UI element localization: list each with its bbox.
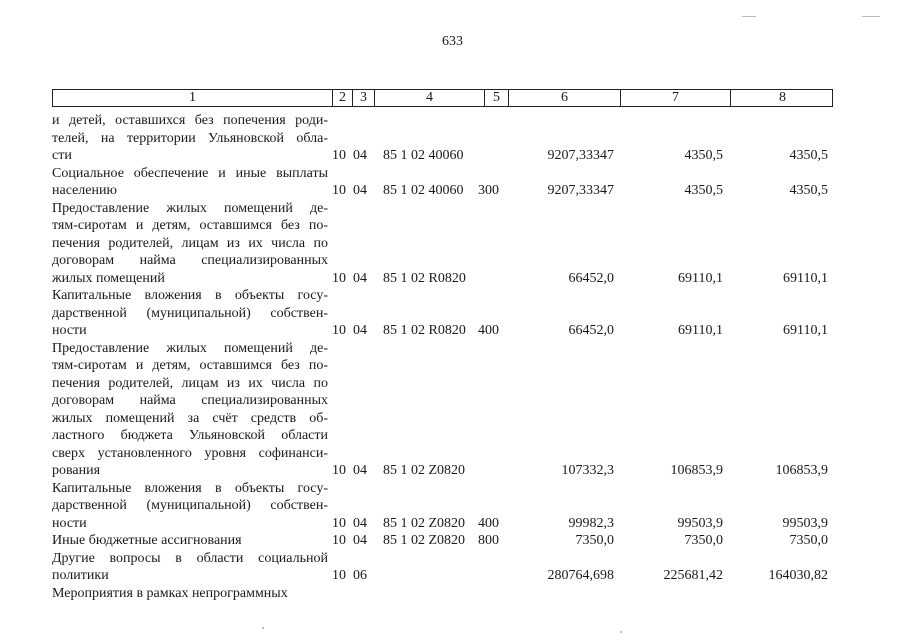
cell-c7: 7350,0 xyxy=(684,533,723,548)
description-line: телей, на территории Ульяновской обла- xyxy=(52,130,328,146)
cell-c2: 10 xyxy=(332,270,346,286)
description-line: Мероприятия в рамках непрограммных xyxy=(52,585,288,601)
cell-c2: 10 xyxy=(332,183,346,198)
scan-speck xyxy=(620,631,622,633)
cell-c3: 04 xyxy=(353,270,367,286)
header-col-7: 7 xyxy=(621,90,731,106)
description-line: дарственной (муниципальной) собствен- xyxy=(52,498,328,513)
table-row xyxy=(0,340,905,480)
cell-c6: 9207,33347 xyxy=(547,183,614,198)
cell-c8: 106853,9 xyxy=(775,463,828,478)
cell-c6: 66452,0 xyxy=(568,323,614,338)
description-line: договорам найма специализированных xyxy=(52,253,328,268)
cell-c6: 66452,0 xyxy=(568,270,614,286)
cell-c3: 04 xyxy=(353,323,367,338)
row-description xyxy=(52,287,328,340)
cell-c7: 69110,1 xyxy=(678,270,723,286)
header-col-2: 2 xyxy=(333,90,353,106)
header-col-4: 4 xyxy=(375,90,485,106)
description-line: тям-сиротам и детям, оставшимся без по- xyxy=(52,218,328,233)
description-line: Предоставление жилых помещений де- xyxy=(52,200,328,216)
cell-c7: 4350,5 xyxy=(684,148,723,163)
cell-c5: 400 xyxy=(478,323,499,338)
cell-c2: 10 xyxy=(332,463,346,478)
row-description xyxy=(52,550,328,585)
header-col-1: 1 xyxy=(53,90,333,106)
header-col-6: 6 xyxy=(509,90,621,106)
table-row xyxy=(0,112,905,165)
cell-c3: 04 xyxy=(353,463,367,478)
table-row xyxy=(0,200,905,288)
description-line: рования xyxy=(52,463,101,478)
cell-c2: 10 xyxy=(332,515,346,531)
description-line: Предоставление жилых помещений де- xyxy=(52,340,328,356)
header-col-3: 3 xyxy=(353,90,375,106)
row-description xyxy=(52,532,328,550)
cell-c7: 225681,42 xyxy=(663,568,723,583)
cell-c7: 106853,9 xyxy=(670,463,723,478)
cell-c8: 69110,1 xyxy=(783,323,828,338)
cell-c3: 04 xyxy=(353,183,367,198)
cell-c7: 69110,1 xyxy=(678,323,723,338)
description-line: и детей, оставшихся без попечения роди- xyxy=(52,113,328,128)
cell-c6: 107332,3 xyxy=(561,463,614,478)
cell-c7: 4350,5 xyxy=(684,183,723,198)
cell-c5: 300 xyxy=(478,183,499,198)
cell-c8: 7350,0 xyxy=(789,533,828,548)
cell-c3: 04 xyxy=(353,148,367,163)
cell-c7: 99503,9 xyxy=(677,515,723,531)
description-line: ности xyxy=(52,323,87,338)
description-line: политики xyxy=(52,568,109,583)
description-line: дарственной (муниципальной) собствен- xyxy=(52,305,328,321)
row-description xyxy=(52,200,328,288)
cell-c4: 85 1 02 Z0820 xyxy=(383,515,466,531)
description-line: печения родителей, лицам из их числа по xyxy=(52,375,328,391)
row-description xyxy=(52,480,328,533)
cell-c6: 9207,33347 xyxy=(547,148,614,163)
cell-c4: 85 1 02 R0820 xyxy=(383,323,466,338)
cell-c4: 85 1 02 Z0820 xyxy=(383,533,466,548)
description-line: договорам найма специализированных xyxy=(52,393,328,408)
scan-speck xyxy=(262,627,264,629)
cell-c8: 4350,5 xyxy=(789,183,828,198)
description-line: Другие вопросы в области социальной xyxy=(52,550,328,566)
table-row xyxy=(0,287,905,340)
cell-c4: 85 1 02 Z0820 xyxy=(383,463,466,478)
cell-c5: 400 xyxy=(478,515,499,531)
description-line: печения родителей, лицам из их числа по xyxy=(52,235,328,251)
cell-c8: 4350,5 xyxy=(789,148,828,163)
cell-c3: 06 xyxy=(353,568,367,583)
cell-c6: 280764,698 xyxy=(547,568,614,583)
scan-speck xyxy=(862,16,880,17)
cell-c2: 10 xyxy=(332,533,346,548)
table-header xyxy=(52,89,833,107)
description-line: тям-сиротам и детям, оставшимся без по- xyxy=(52,358,328,373)
cell-c4: 85 1 02 R0820 xyxy=(383,270,466,286)
description-line: Капитальные вложения в объекты госу- xyxy=(52,288,328,303)
cell-c3: 04 xyxy=(353,515,367,531)
cell-c2: 10 xyxy=(332,568,346,583)
cell-c4: 85 1 02 40060 xyxy=(383,148,464,163)
description-line: Иные бюджетные ассигнования xyxy=(52,533,242,548)
cell-c2: 10 xyxy=(332,148,346,163)
scan-speck xyxy=(742,16,756,17)
description-line: жилых помещений за счёт средств об- xyxy=(52,410,328,426)
cell-c6: 99982,3 xyxy=(568,515,614,531)
table-row xyxy=(0,165,905,200)
cell-c8: 99503,9 xyxy=(782,515,828,531)
description-line: ластного бюджета Ульяновской области xyxy=(52,428,328,443)
row-description xyxy=(52,585,328,603)
table-row xyxy=(0,532,905,550)
description-line: жилых помещений xyxy=(52,270,165,286)
cell-c3: 04 xyxy=(353,533,367,548)
cell-c8: 164030,82 xyxy=(768,568,828,583)
table-row xyxy=(0,480,905,533)
row-description xyxy=(52,165,328,200)
table-row xyxy=(0,585,905,603)
description-line: населению xyxy=(52,183,117,198)
row-description xyxy=(52,340,328,480)
cell-c8: 69110,1 xyxy=(783,270,828,286)
cell-c4: 85 1 02 40060 xyxy=(383,183,464,198)
description-line: ности xyxy=(52,515,87,531)
header-col-8: 8 xyxy=(779,90,786,105)
cell-c6: 7350,0 xyxy=(575,533,614,548)
description-line: сверх установленного уровня софинанси- xyxy=(52,445,328,461)
header-col-5: 5 xyxy=(485,90,509,106)
description-line: Капитальные вложения в объекты госу- xyxy=(52,480,328,496)
cell-c5: 800 xyxy=(478,533,499,548)
page-number: 633 xyxy=(442,34,463,49)
cell-c2: 10 xyxy=(332,323,346,338)
description-line: Социальное обеспечение и иные выплаты xyxy=(52,165,328,181)
row-description xyxy=(52,112,328,165)
table-row xyxy=(0,550,905,585)
description-line: сти xyxy=(52,148,72,163)
